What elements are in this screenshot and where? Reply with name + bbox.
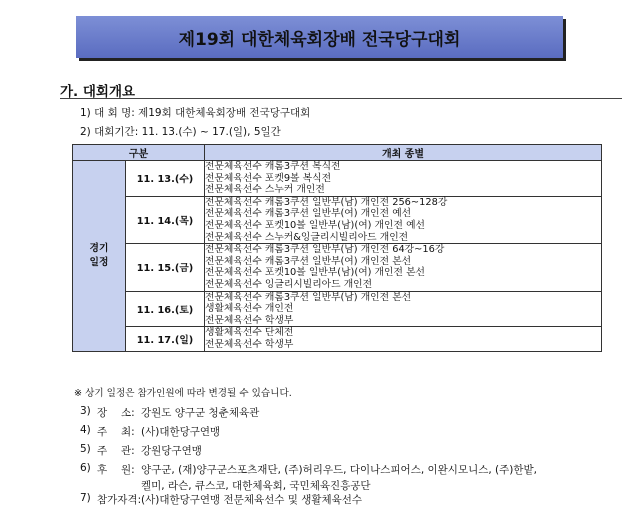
overview-num: 2) — [80, 126, 91, 138]
detail-sponsor-cont — [0, 478, 640, 492]
events-cell — [205, 161, 602, 197]
event-item: 생활체육선수 개인전 — [205, 303, 294, 315]
date-cell: 11. 13.(수) — [126, 161, 205, 197]
event-item: 전문체육선수 잉글리시빌리아드 개인전 — [205, 278, 373, 290]
table-header-category: 구분 — [73, 145, 205, 161]
event-item: 전문체육선수 포켓9볼 복식전 — [205, 172, 332, 184]
detail-num: 3) — [80, 405, 91, 417]
detail-value: 강원도 양구군 청춘체육관 — [141, 407, 260, 419]
detail-venue — [0, 405, 640, 419]
date-cell: 11. 15.(금) — [126, 244, 205, 291]
detail-num: 6) — [80, 462, 91, 474]
detail-sponsor — [0, 462, 640, 476]
detail-value: 켈미, 라슨, 큐스코, 대한체육회, 국민체육진흥공단 — [141, 480, 371, 492]
table-header-events: 개최 종별 — [205, 145, 602, 161]
events-cell — [205, 244, 602, 291]
event-item: 전문체육선수 포켓10볼 일반부(남)(여) 개인전 예선 — [205, 219, 426, 231]
detail-value: (사)대한당구연맹 — [141, 426, 221, 438]
event-item: 전문체육선수 캐롬3쿠션 일반부(남) 개인전 본선 — [205, 291, 412, 303]
detail-value: (사)대한당구연맹 전문체육선수 및 생활체육선수 — [141, 494, 363, 506]
event-item: 전문체육선수 캐롬3쿠션 일반부(여) 개인전 본선 — [205, 255, 412, 267]
event-item: 전문체육선수 포켓10볼 일반부(남)(여) 개인전 본선 — [205, 267, 426, 279]
detail-label: 후 원: — [97, 464, 135, 476]
page-title: 제19회 대한체육회장배 전국당구대회 — [178, 29, 461, 50]
detail-organizer — [0, 443, 640, 457]
events-cell — [205, 327, 602, 351]
overview-value: 11. 13.(수) ~ 17.(일), 5일간 — [141, 126, 281, 138]
schedule-note: ※ 상기 일정은 참가인원에 따라 변경될 수 있습니다. — [74, 388, 292, 399]
date-cell: 11. 17.(일) — [126, 327, 205, 351]
table-row — [73, 161, 602, 197]
table-row — [73, 196, 602, 243]
event-item: 전문체육선수 캐롬3쿠션 일반부(여) 개인전 예선 — [205, 208, 412, 220]
detail-value: 강원당구연맹 — [141, 445, 202, 457]
detail-num: 5) — [80, 443, 91, 455]
event-item: 전문체육선수 캐롬3쿠션 복식전 — [205, 161, 341, 172]
table-row — [73, 291, 602, 327]
table-row — [73, 244, 602, 291]
detail-value: 양구군, (재)양구군스포츠재단, (주)허리우드, 다이나스피어스, 이완시모니스, (주)한밭, — [141, 464, 538, 476]
events-cell — [205, 196, 602, 243]
overview-num: 1) — [80, 107, 91, 119]
detail-label: 참가자격: — [97, 494, 142, 506]
event-item: 전문체육선수 스누커&잉글리시빌리아드 개인전 — [205, 231, 409, 243]
section-heading: 가. 대회개요 — [60, 84, 136, 100]
table-header-row — [73, 145, 602, 161]
events-cell — [205, 291, 602, 327]
overview-label: 대회기간: — [94, 126, 142, 138]
detail-label: 장 소: — [97, 407, 135, 419]
date-cell: 11. 14.(목) — [126, 196, 205, 243]
event-item: 전문체육선수 캐롬3쿠션 일반부(남) 개인전 64강~16강 — [205, 244, 445, 256]
overview-item-period — [80, 124, 281, 139]
overview-item-name — [80, 105, 310, 120]
overview-value: 제19회 대한체육회장배 전국당구대회 — [138, 107, 311, 119]
event-item: 전문체육선수 캐롬3쿠션 일반부(남) 개인전 256~128강 — [205, 196, 448, 208]
event-item: 전문체육선수 스누커 개인전 — [205, 184, 325, 196]
overview-label: 대 회 명: — [94, 107, 139, 119]
category-label: 경기 일정 — [89, 242, 109, 268]
table-row — [73, 327, 602, 351]
event-item: 전문체육선수 학생부 — [205, 338, 294, 350]
event-item: 생활체육선수 단체전 — [205, 327, 294, 339]
detail-num: 4) — [80, 424, 91, 436]
category-cell — [73, 161, 126, 352]
detail-label: 주 관: — [97, 445, 135, 457]
detail-num: 7) — [80, 492, 91, 504]
title-banner — [76, 16, 563, 58]
detail-host — [0, 424, 640, 438]
schedule-table — [72, 144, 602, 352]
date-cell: 11. 16.(토) — [126, 291, 205, 327]
event-item: 전문체육선수 학생부 — [205, 314, 294, 326]
detail-label: 주 최: — [97, 426, 135, 438]
section-divider — [60, 98, 622, 99]
detail-eligibility — [0, 492, 640, 506]
